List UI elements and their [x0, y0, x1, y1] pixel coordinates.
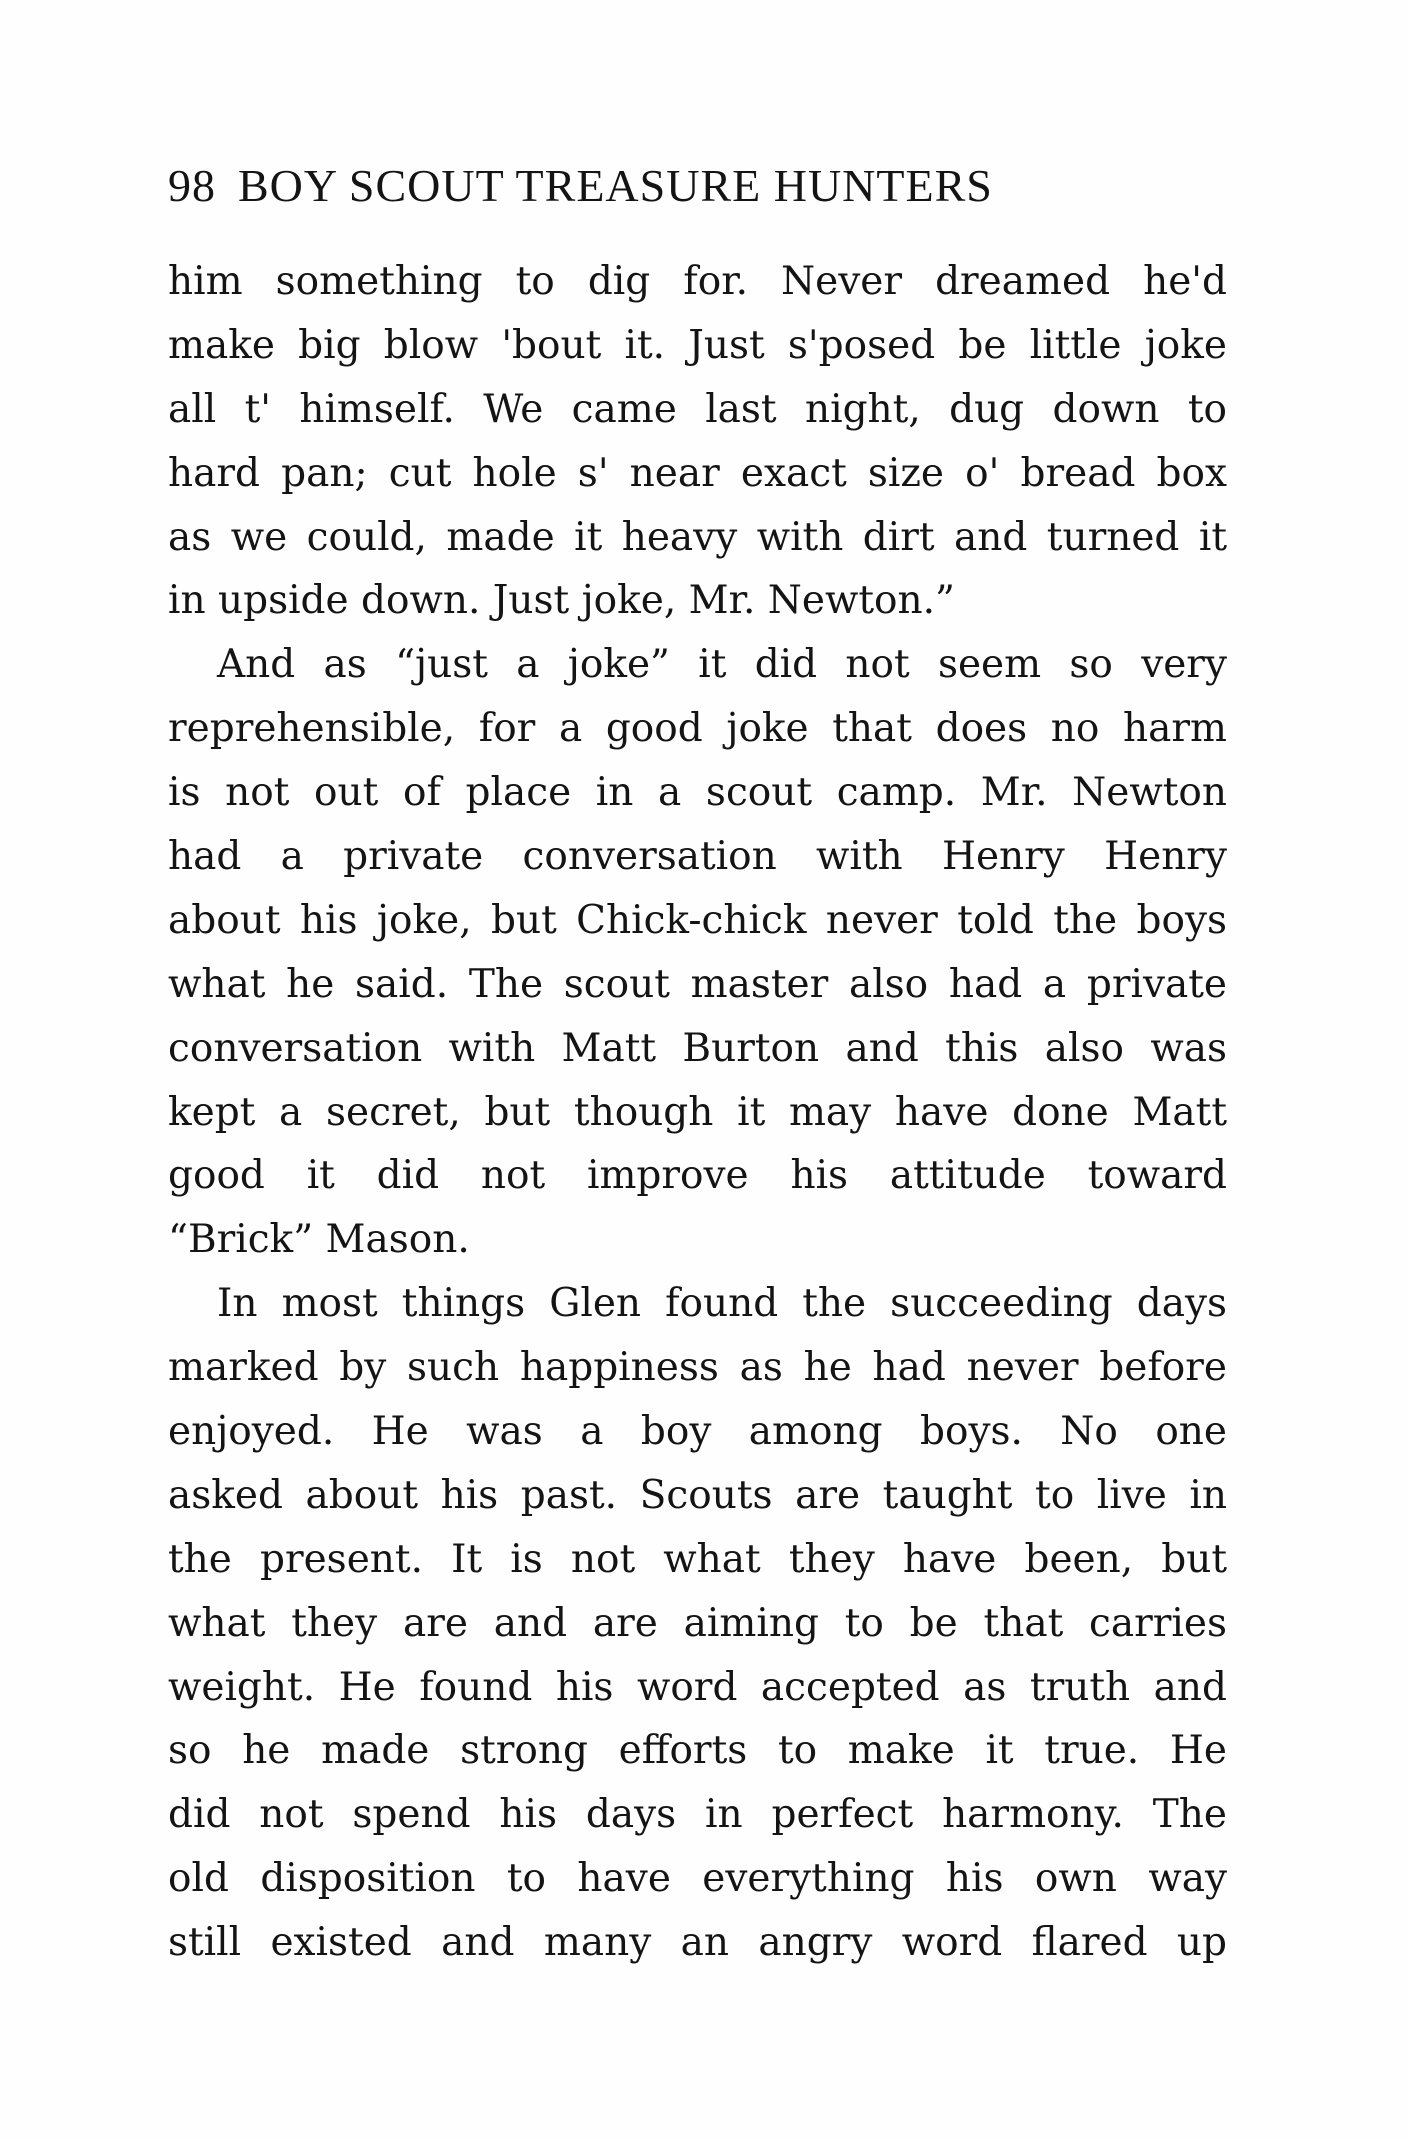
text-line: make big blow 'bout it. Just s'posed be little joke — [168, 322, 1227, 368]
page-number: 98 — [168, 160, 216, 211]
text-line: what he said. The scout master also had a private — [168, 961, 1227, 1007]
text-line: And as “just a joke” it did not seem so very — [217, 642, 1227, 688]
text-line: the present. It is not what they have been, but — [168, 1536, 1227, 1582]
text-line: him something to dig for. Never dreamed he'd — [168, 259, 1227, 304]
text-line: old disposition to have everything his own way — [168, 1856, 1227, 1902]
text-line: still existed and many an angry word flared up — [168, 1920, 1227, 1966]
text-line: good it did not improve his attitude toward — [168, 1153, 1227, 1199]
text-line: marked by such happiness as he had never before — [168, 1345, 1227, 1391]
text-line: did not spend his days in perfect harmony. The — [168, 1792, 1227, 1838]
running-title: BOY SCOUT TREASURE HUNTERS — [238, 160, 993, 211]
text-line: kept a secret, but though it may have done Matt — [168, 1089, 1227, 1135]
running-header — [168, 156, 1238, 216]
text-line: what they are and are aiming to be that carries — [168, 1600, 1227, 1646]
text-line: conversation with Matt Burton and this also was — [168, 1025, 1227, 1071]
text-line: about his joke, but Chick-chick never told the boys — [168, 897, 1227, 943]
text-line: enjoyed. He was a boy among boys. No one — [168, 1409, 1227, 1455]
text-line: hard pan; cut hole s' near exact size o' bread box — [168, 450, 1227, 496]
text-line: “Brick” Mason. — [168, 1217, 470, 1263]
text-line: weight. He found his word accepted as truth and — [168, 1664, 1227, 1710]
text-line: in upside down. Just joke, Mr. Newton.” — [168, 578, 955, 624]
text-line: is not out of place in a scout camp. Mr. Newton — [168, 770, 1227, 816]
text-line: as we could, made it heavy with dirt and turned it — [168, 514, 1227, 560]
text-line: had a private conversation with Henry Henry — [168, 834, 1227, 880]
text-line: asked about his past. Scouts are taught to live in — [168, 1472, 1227, 1518]
text-line: reprehensible, for a good joke that does no harm — [168, 706, 1227, 752]
text-line: In most things Glen found the succeeding days — [217, 1281, 1227, 1327]
text-line: all t' himself. We came last night, dug down to — [168, 386, 1227, 432]
body-text — [168, 250, 1227, 1975]
text-line: so he made strong efforts to make it true. He — [168, 1728, 1227, 1774]
